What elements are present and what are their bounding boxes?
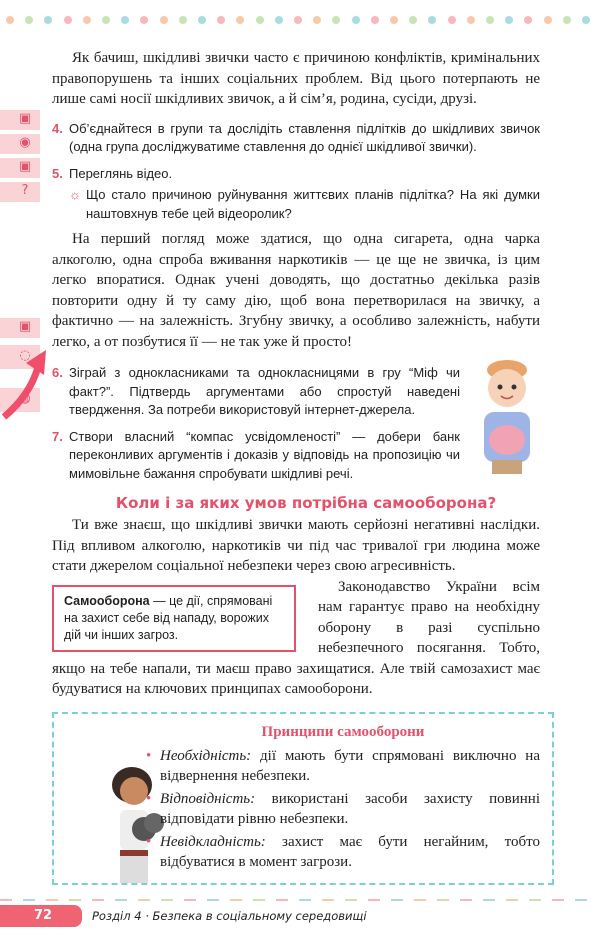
footer-dash <box>529 899 541 901</box>
footer-dash <box>506 899 518 901</box>
decorative-dot <box>44 16 52 24</box>
decorative-dot <box>275 16 283 24</box>
paragraph-habit: На перший погляд може здатися, що одна сигарета, одна чарка алкоголю, одна спроба вживання наркотиків — це ще не звичка, із цим легко впоратися. Однак учені доводять, що достатньо декілька разів повторити одну й ту саму дію, щоб вона перетворилася на звичку, а фактично — на залежність. Згубну звичку, а особливо залежність, набути легко, а от позбутися її — не так уже й просто! <box>52 231 540 350</box>
footer-dash <box>575 899 587 901</box>
video-question <box>69 186 540 223</box>
footer-dash <box>69 899 81 901</box>
question-icon: ? <box>21 183 29 198</box>
footer-dash <box>207 899 219 901</box>
decorative-dot <box>371 16 379 24</box>
footer-dash <box>161 899 173 901</box>
decorative-dot <box>505 16 513 24</box>
footer-dash <box>184 899 196 901</box>
paragraph-law <box>52 577 540 700</box>
paragraph-danger: Ти вже знаєш, що шкідливі звички мають серйозні негативні наслідки. Під впливом алкоголю, наркотиків чи під час тривалої гри людина може стати джерелом соціальної небезпеки через свою агресивність. <box>52 517 540 574</box>
footer-dash <box>460 899 472 901</box>
arrow-icon <box>0 345 50 420</box>
tasks-6-7 <box>52 356 460 483</box>
decorative-dot <box>256 16 264 24</box>
section-heading: Коли і за яких умов потрібна самооборона? <box>115 494 497 512</box>
decorative-dot <box>198 16 206 24</box>
boy-with-brain-illustration <box>474 360 540 480</box>
decorative-dot <box>486 16 494 24</box>
footer-dash <box>437 899 449 901</box>
footer-dash <box>23 899 35 901</box>
decorative-dot <box>467 16 475 24</box>
principle-item: • Необхідність: дії мають бути спрямовані виключно на відвернення небезпеки. <box>146 746 540 787</box>
decorative-dot <box>140 16 148 24</box>
footer-dash <box>276 899 288 901</box>
task-text: Зіграй з однокласниками та однокласницями в гру “Міф чи факт?”. Підтвердь аргументами або спростуй наведені твердження. За потреби використовуй інтернет-джерела. <box>69 365 460 417</box>
footer-dash <box>345 899 357 901</box>
decorative-dot <box>409 16 417 24</box>
main-content <box>52 48 540 885</box>
sun-icon: ☼ <box>69 187 81 202</box>
task-text: Об’єднайтеся в групи та дослідіть ставлення підлітків до шкідливих звичок (одна група досліджуватиме ставлення до однієї шкідливої звички). <box>69 120 540 154</box>
decorative-dot <box>448 16 456 24</box>
decorative-dot <box>121 16 129 24</box>
decorative-dot <box>390 16 398 24</box>
principles-title: Принципи самооборони <box>261 723 425 740</box>
footer-section-title: Розділ 4 · Безпека в соціальному середовищі <box>92 908 367 923</box>
footer-dash <box>46 899 58 901</box>
decorative-dot <box>160 16 168 24</box>
decorative-dot <box>179 16 187 24</box>
task-text: Створи власний “компас усвідомленості” — добери банк переконливих аргументів і доказів у відповідь на пропозицію чи мимовільне бажання спробувати шкідливі речі. <box>69 428 460 481</box>
decorative-dot <box>352 16 360 24</box>
footer <box>0 899 600 939</box>
decorative-dot <box>332 16 340 24</box>
footer-dash <box>483 899 495 901</box>
tasks-6-7-block <box>52 356 540 483</box>
principle-item: • Відповідність: використані засоби захисту повинні відповідати рівню небезпеки. <box>146 789 540 830</box>
footer-dash <box>391 899 403 901</box>
task-4 <box>52 120 540 157</box>
eye-icon[interactable]: ◉ <box>19 135 31 150</box>
footer-dash <box>230 899 242 901</box>
spacer <box>0 885 600 899</box>
discussion-icon: ◌ <box>19 348 31 363</box>
task-7 <box>52 428 460 484</box>
question-text: Що стало причиною руйнування життєвих планів підлітка? На які думки наштовхнув тебе цей відеоролик? <box>86 187 540 221</box>
page-number: 72 <box>0 905 82 927</box>
footer-dash <box>414 899 426 901</box>
decorative-dot <box>102 16 110 24</box>
decorative-dot <box>313 16 321 24</box>
decorative-dot <box>217 16 225 24</box>
decorative-dot <box>524 16 532 24</box>
principle-item: • Невідкладність: захист має бути негайним, тобто відбуватися в момент загрози. <box>146 832 540 873</box>
footer-dash <box>552 899 564 901</box>
task-number: 4. <box>52 120 63 136</box>
decorative-dot <box>544 16 552 24</box>
footer-dash <box>299 899 311 901</box>
intro-paragraph: Як бачиш, шкідливі звички часто є причиною конфліктів, кримінальних правопорушень та інших соціальних проблем. Від цього потерпають не лише самі носії шкідливих звичок, а й сім’я, родина, сусіди, друзі. <box>52 50 540 107</box>
task-number: 5. <box>52 165 63 181</box>
decorative-dot <box>428 16 436 24</box>
law-text: Законодавство України всім нам гарантує право на необхідну оборону в разі суспільно небезпечного посягання. Тобто, якщо на тебе напали, ти маєш право захищатися. Але твій самозахист має будуватися на ключових принципах самооборони. <box>52 578 540 697</box>
decorative-dot <box>294 16 302 24</box>
decorative-dot <box>236 16 244 24</box>
footer-dash <box>0 899 12 901</box>
footer-dash <box>322 899 334 901</box>
decorative-dot <box>6 16 14 24</box>
qr-code-icon[interactable]: ▣ <box>18 111 32 126</box>
qr-code-icon[interactable]: ▣ <box>18 319 32 334</box>
qr-code-icon[interactable]: ▣ <box>18 159 32 174</box>
definition-term: Самооборона <box>64 593 150 608</box>
task-number: 6. <box>52 365 63 380</box>
decorative-dot-row <box>6 16 600 26</box>
lightbulb-icon: ◍ <box>19 391 31 406</box>
task-5 <box>52 165 540 184</box>
footer-dash <box>115 899 127 901</box>
decorative-dot <box>25 16 33 24</box>
task-text: Переглянь відео. <box>69 165 173 181</box>
task-6 <box>52 364 460 420</box>
decorative-dot <box>83 16 91 24</box>
footer-dash <box>253 899 265 901</box>
principles-list <box>146 746 540 873</box>
footer-dash <box>138 899 150 901</box>
definition-box <box>52 585 296 652</box>
footer-dash <box>92 899 104 901</box>
footer-dashed-line <box>0 899 600 901</box>
decorative-dot <box>582 16 590 24</box>
footer-dash <box>368 899 380 901</box>
definition-text: — це дії, спрямовані на захист себе від нападу, ворожих дій чи інших загроз. <box>64 593 273 642</box>
task-number: 7. <box>52 428 63 444</box>
principles-box <box>52 712 554 885</box>
decorative-dot <box>64 16 72 24</box>
decorative-dot <box>563 16 571 24</box>
